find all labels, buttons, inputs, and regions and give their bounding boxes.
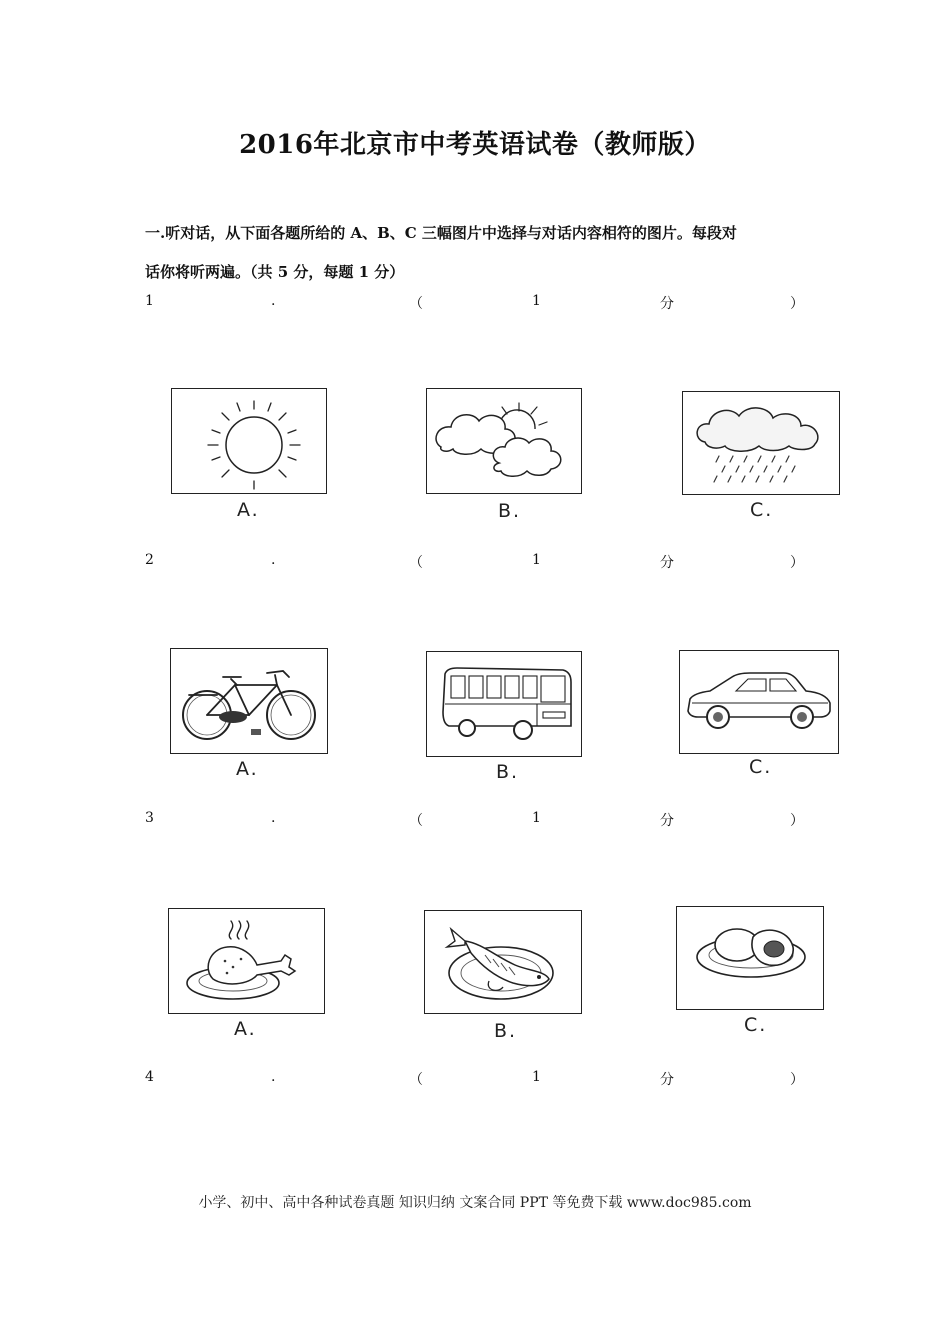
fish-plate-icon — [425, 911, 581, 1013]
question-points: 1 — [532, 1069, 541, 1085]
section-heading — [145, 214, 825, 292]
option-label: A. — [236, 758, 259, 780]
page-title: 2016年北京市中考英语试卷（教师版） — [239, 130, 711, 160]
question-dot: . — [271, 810, 276, 826]
points-unit: 分 — [660, 1072, 674, 1088]
bicycle-icon — [171, 649, 327, 753]
page-footer: 小学、初中、高中各种试卷真题 知识归纳 文案合同 PPT 等免费下载 www.doc985.com — [198, 1195, 752, 1211]
answer-paren-right: ） — [790, 555, 804, 571]
option-label: B. — [498, 500, 522, 522]
question-number: 3 — [145, 810, 154, 826]
question-number: 2 — [145, 552, 154, 568]
eggs-plate-icon — [677, 907, 823, 1009]
question-dot: . — [271, 293, 276, 309]
cloudy-sun-icon — [427, 389, 581, 493]
option-label: C. — [750, 499, 774, 521]
answer-paren-right: ） — [790, 296, 804, 312]
question-3-line — [145, 810, 805, 830]
question-dot: . — [271, 1069, 276, 1085]
section-heading-line-2: 话你将听两遍。（共 5 分，每题 1 分） — [145, 263, 405, 281]
sun-icon — [172, 389, 326, 493]
answer-paren-left: （ — [409, 813, 423, 829]
question-number: 4 — [145, 1069, 154, 1085]
question-points: 1 — [532, 293, 541, 309]
section-heading-line-1: 一.听对话，从下面各题所给的 A、B、C 三幅图片中选择与对话内容相符的图片。每段对 — [145, 224, 737, 242]
points-unit: 分 — [660, 813, 674, 829]
points-unit: 分 — [660, 555, 674, 571]
answer-paren-left: （ — [409, 296, 423, 312]
answer-paren-left: （ — [409, 1072, 423, 1088]
option-label: B. — [496, 761, 520, 783]
question-points: 1 — [532, 810, 541, 826]
question-number: 1 — [145, 293, 154, 309]
answer-paren-left: （ — [409, 555, 423, 571]
question-dot: . — [271, 552, 276, 568]
question-2-line — [145, 552, 805, 572]
answer-paren-right: ） — [790, 813, 804, 829]
chicken-leg-icon — [169, 909, 324, 1013]
question-points: 1 — [532, 552, 541, 568]
option-label: C. — [744, 1014, 768, 1036]
answer-paren-right: ） — [790, 1072, 804, 1088]
bus-icon — [427, 652, 581, 756]
option-label: A. — [237, 499, 260, 521]
option-label: B. — [494, 1020, 518, 1042]
option-label: A. — [234, 1018, 257, 1040]
question-4-line — [145, 1069, 805, 1089]
question-1-line — [145, 293, 805, 313]
rain-cloud-icon — [683, 392, 839, 494]
option-label: C. — [749, 756, 773, 778]
car-icon — [680, 651, 838, 753]
points-unit: 分 — [660, 296, 674, 312]
